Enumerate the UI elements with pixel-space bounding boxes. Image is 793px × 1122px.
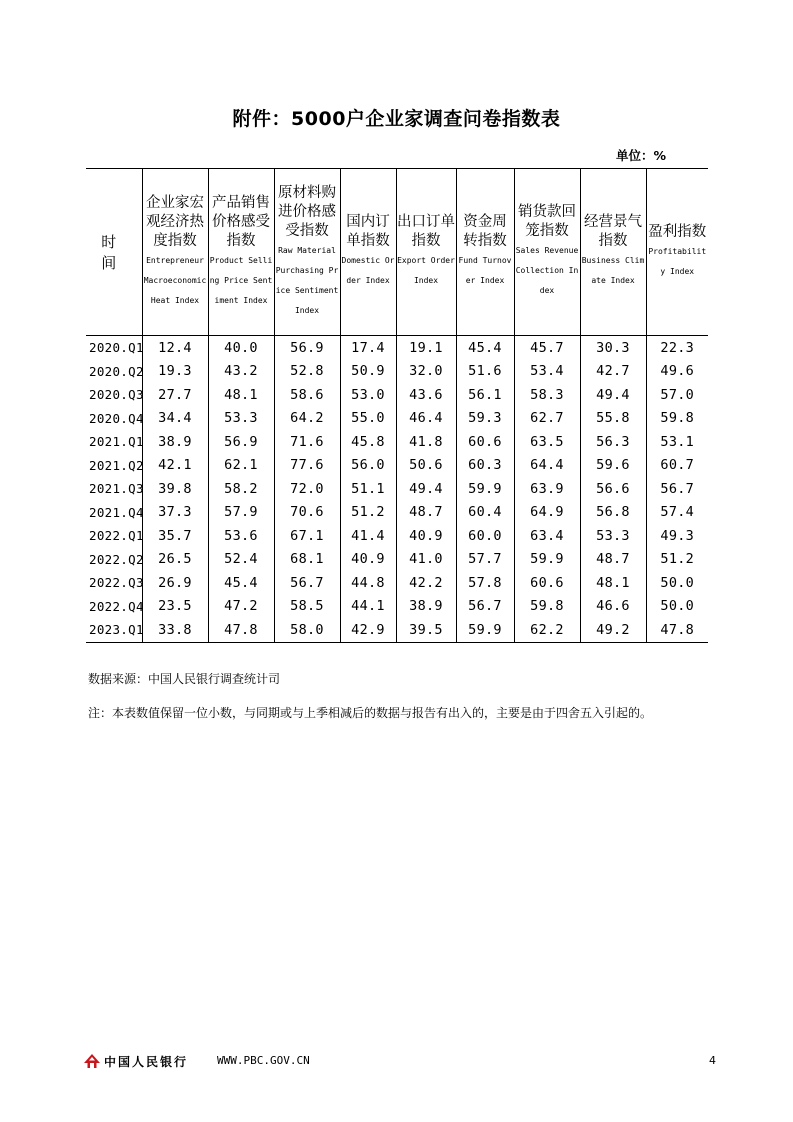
value-cell: 59.9 — [456, 618, 514, 642]
value-cell: 56.7 — [456, 595, 514, 619]
value-cell: 39.5 — [396, 618, 456, 642]
value-cell: 26.5 — [142, 548, 208, 572]
value-cell: 56.6 — [580, 477, 646, 501]
table-row — [86, 454, 708, 478]
value-cell: 49.4 — [396, 477, 456, 501]
period-cell: 2021.Q4 — [86, 501, 142, 525]
value-cell: 59.3 — [456, 407, 514, 431]
value-cell: 60.4 — [456, 501, 514, 525]
value-cell: 59.8 — [646, 407, 708, 431]
value-cell: 40.9 — [396, 524, 456, 548]
value-cell: 53.6 — [208, 524, 274, 548]
pbc-logo-icon — [84, 1054, 100, 1068]
value-cell: 40.9 — [340, 548, 396, 572]
value-cell: 49.6 — [646, 360, 708, 384]
table-row — [86, 524, 708, 548]
header-en: Entrepreneur Macroeconomic Heat Index — [143, 255, 207, 305]
header-en: Sales Revenue Collection Index — [515, 246, 579, 295]
value-cell: 55.8 — [580, 407, 646, 431]
value-cell: 51.1 — [340, 477, 396, 501]
value-cell: 19.3 — [142, 360, 208, 384]
period-cell: 2020.Q2 — [86, 360, 142, 384]
value-cell: 19.1 — [396, 336, 456, 360]
value-cell: 49.3 — [646, 524, 708, 548]
value-cell: 44.8 — [340, 571, 396, 595]
value-cell: 71.6 — [274, 430, 340, 454]
header-profitability — [646, 169, 708, 336]
table-row — [86, 383, 708, 407]
value-cell: 41.4 — [340, 524, 396, 548]
value-cell: 60.0 — [456, 524, 514, 548]
value-cell: 47.8 — [208, 618, 274, 642]
period-cell: 2021.Q1 — [86, 430, 142, 454]
period-cell: 2022.Q2 — [86, 548, 142, 572]
value-cell: 49.4 — [580, 383, 646, 407]
table-row — [86, 477, 708, 501]
value-cell: 22.3 — [646, 336, 708, 360]
value-cell: 60.6 — [514, 571, 580, 595]
value-cell: 48.1 — [580, 571, 646, 595]
value-cell: 60.6 — [456, 430, 514, 454]
value-cell: 59.9 — [514, 548, 580, 572]
table-body — [86, 336, 708, 643]
period-cell: 2021.Q2 — [86, 454, 142, 478]
value-cell: 51.2 — [646, 548, 708, 572]
value-cell: 35.7 — [142, 524, 208, 548]
table-row — [86, 501, 708, 525]
value-cell: 41.0 — [396, 548, 456, 572]
value-cell: 59.6 — [580, 454, 646, 478]
header-zh: 销货款回笼指数 — [518, 204, 576, 239]
value-cell: 63.4 — [514, 524, 580, 548]
value-cell: 59.9 — [456, 477, 514, 501]
value-cell: 53.1 — [646, 430, 708, 454]
value-cell: 39.8 — [142, 477, 208, 501]
value-cell: 17.4 — [340, 336, 396, 360]
value-cell: 62.1 — [208, 454, 274, 478]
value-cell: 58.0 — [274, 618, 340, 642]
value-cell: 56.3 — [580, 430, 646, 454]
value-cell: 49.2 — [580, 618, 646, 642]
period-cell: 2020.Q4 — [86, 407, 142, 431]
value-cell: 47.2 — [208, 595, 274, 619]
value-cell: 67.1 — [274, 524, 340, 548]
page-footer — [84, 1052, 716, 1072]
table-row — [86, 548, 708, 572]
time-header: 时 间 — [86, 169, 142, 336]
value-cell: 62.7 — [514, 407, 580, 431]
value-cell: 33.8 — [142, 618, 208, 642]
value-cell: 55.0 — [340, 407, 396, 431]
table-header-row — [86, 169, 708, 336]
value-cell: 48.7 — [580, 548, 646, 572]
value-cell: 53.4 — [514, 360, 580, 384]
value-cell: 38.9 — [396, 595, 456, 619]
value-cell: 23.5 — [142, 595, 208, 619]
value-cell: 50.0 — [646, 595, 708, 619]
value-cell: 42.9 — [340, 618, 396, 642]
value-cell: 43.2 — [208, 360, 274, 384]
value-cell: 50.9 — [340, 360, 396, 384]
header-en: Domestic Order Index — [341, 256, 395, 285]
period-cell: 2022.Q4 — [86, 595, 142, 619]
value-cell: 64.9 — [514, 501, 580, 525]
value-cell: 52.4 — [208, 548, 274, 572]
index-table — [86, 168, 708, 643]
value-cell: 51.2 — [340, 501, 396, 525]
value-cell: 56.7 — [646, 477, 708, 501]
value-cell: 37.3 — [142, 501, 208, 525]
value-cell: 40.0 — [208, 336, 274, 360]
value-cell: 77.6 — [274, 454, 340, 478]
value-cell: 57.9 — [208, 501, 274, 525]
header-zh: 出口订单指数 — [397, 214, 455, 249]
value-cell: 57.8 — [456, 571, 514, 595]
header-sales-collection — [514, 169, 580, 336]
value-cell: 57.7 — [456, 548, 514, 572]
table-row — [86, 360, 708, 384]
period-cell: 2020.Q3 — [86, 383, 142, 407]
value-cell: 45.4 — [456, 336, 514, 360]
value-cell: 45.4 — [208, 571, 274, 595]
header-export-order — [396, 169, 456, 336]
value-cell: 46.4 — [396, 407, 456, 431]
value-cell: 58.5 — [274, 595, 340, 619]
value-cell: 45.8 — [340, 430, 396, 454]
value-cell: 56.9 — [274, 336, 340, 360]
bank-name: 中国人民银行 — [104, 1055, 189, 1069]
header-en: Raw Material Purchasing Price Sentiment Index — [275, 245, 339, 315]
value-cell: 57.0 — [646, 383, 708, 407]
value-cell: 42.1 — [142, 454, 208, 478]
value-cell: 45.7 — [514, 336, 580, 360]
header-en: Product Selling Price Sentiment Index — [209, 255, 273, 305]
value-cell: 53.3 — [580, 524, 646, 548]
header-selling-price — [208, 169, 274, 336]
value-cell: 72.0 — [274, 477, 340, 501]
header-domestic-order — [340, 169, 396, 336]
value-cell: 56.8 — [580, 501, 646, 525]
value-cell: 53.3 — [208, 407, 274, 431]
header-zh: 盈利指数 — [648, 223, 707, 240]
value-cell: 56.7 — [274, 571, 340, 595]
value-cell: 53.0 — [340, 383, 396, 407]
value-cell: 70.6 — [274, 501, 340, 525]
value-cell: 26.9 — [142, 571, 208, 595]
value-cell: 58.3 — [514, 383, 580, 407]
value-cell: 50.6 — [396, 454, 456, 478]
header-en: Profitability Index — [648, 246, 707, 276]
value-cell: 48.1 — [208, 383, 274, 407]
header-raw-material — [274, 169, 340, 336]
table-row — [86, 595, 708, 619]
value-cell: 62.2 — [514, 618, 580, 642]
header-en: Business Climate Index — [581, 256, 645, 285]
value-cell: 42.7 — [580, 360, 646, 384]
header-zh: 产品销售价格感受指数 — [212, 194, 270, 249]
header-business-climate — [580, 169, 646, 336]
period-cell: 2023.Q1 — [86, 618, 142, 642]
header-zh: 企业家宏观经济热度指数 — [146, 194, 204, 249]
period-cell: 2022.Q1 — [86, 524, 142, 548]
value-cell: 46.6 — [580, 595, 646, 619]
header-zh: 原材料购进价格感受指数 — [278, 184, 336, 239]
data-source: 数据来源：中国人民银行调查统计司 — [88, 672, 281, 686]
header-en: Export Order Index — [397, 256, 455, 285]
table-row — [86, 571, 708, 595]
value-cell: 32.0 — [396, 360, 456, 384]
value-cell: 58.2 — [208, 477, 274, 501]
value-cell: 57.4 — [646, 501, 708, 525]
value-cell: 34.4 — [142, 407, 208, 431]
header-zh: 资金周转指数 — [463, 214, 507, 249]
value-cell: 44.1 — [340, 595, 396, 619]
header-macro-heat — [142, 169, 208, 336]
table-note: 注：本表数值保留一位小数，与同期或与上季相减后的数据与报告有出入的，主要是由于四舍五入引起的。 — [88, 706, 653, 720]
table-row — [86, 618, 708, 642]
value-cell: 64.4 — [514, 454, 580, 478]
value-cell: 56.1 — [456, 383, 514, 407]
value-cell: 68.1 — [274, 548, 340, 572]
value-cell: 41.8 — [396, 430, 456, 454]
header-fund-turnover — [456, 169, 514, 336]
header-zh: 经营景气指数 — [584, 214, 642, 249]
value-cell: 52.8 — [274, 360, 340, 384]
page-title: 附件：5000户企业家调查问卷指数表 — [232, 108, 561, 130]
period-cell: 2020.Q1 — [86, 336, 142, 360]
value-cell: 51.6 — [456, 360, 514, 384]
table-row — [86, 407, 708, 431]
unit-label: 单位：% — [616, 148, 667, 163]
website-url: WWW.PBC.GOV.CN — [217, 1054, 310, 1067]
table-row — [86, 336, 708, 360]
value-cell: 63.9 — [514, 477, 580, 501]
value-cell: 60.3 — [456, 454, 514, 478]
value-cell: 56.9 — [208, 430, 274, 454]
value-cell: 59.8 — [514, 595, 580, 619]
value-cell: 63.5 — [514, 430, 580, 454]
period-cell: 2022.Q3 — [86, 571, 142, 595]
header-en: Fund Turnover Index — [458, 256, 512, 285]
value-cell: 60.7 — [646, 454, 708, 478]
table-row — [86, 430, 708, 454]
value-cell: 48.7 — [396, 501, 456, 525]
value-cell: 56.0 — [340, 454, 396, 478]
page-number: 4 — [709, 1054, 716, 1067]
value-cell: 42.2 — [396, 571, 456, 595]
value-cell: 43.6 — [396, 383, 456, 407]
period-cell: 2021.Q3 — [86, 477, 142, 501]
value-cell: 64.2 — [274, 407, 340, 431]
value-cell: 47.8 — [646, 618, 708, 642]
value-cell: 27.7 — [142, 383, 208, 407]
value-cell: 30.3 — [580, 336, 646, 360]
value-cell: 50.0 — [646, 571, 708, 595]
header-zh: 国内订单指数 — [346, 214, 390, 249]
value-cell: 38.9 — [142, 430, 208, 454]
value-cell: 58.6 — [274, 383, 340, 407]
value-cell: 12.4 — [142, 336, 208, 360]
